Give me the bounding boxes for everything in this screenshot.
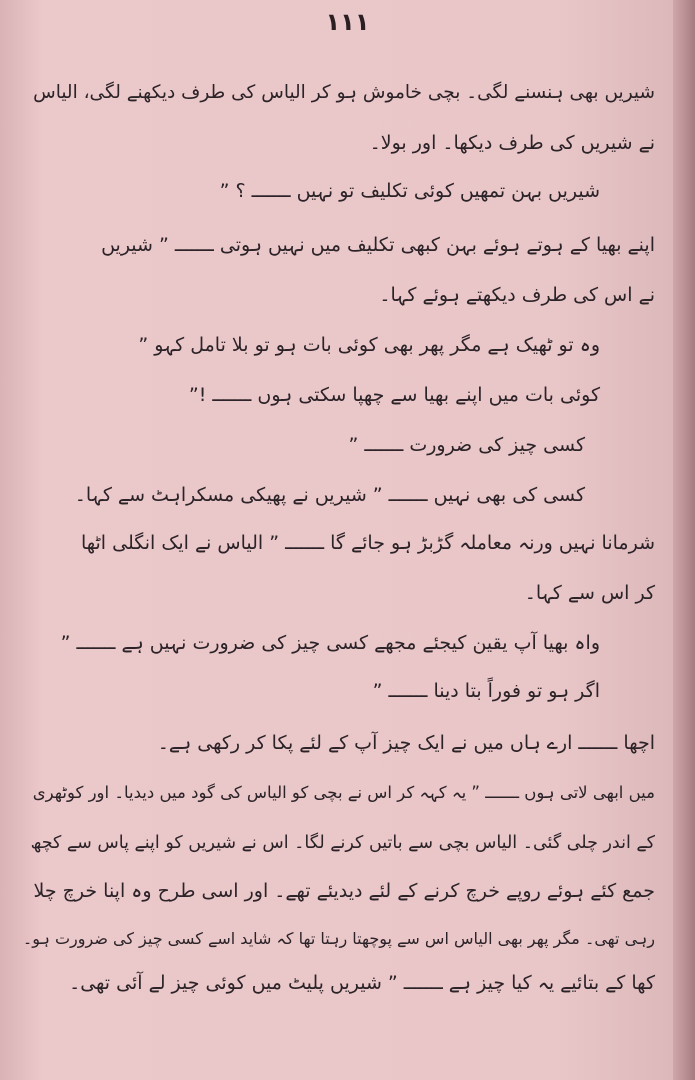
page-binding-edge — [673, 0, 695, 1080]
text-line-11: کر اس سے کہا۔ — [524, 582, 655, 604]
text-line-16: کے اندر چلی گئی۔ الیاس بچی سے باتیں کرنے لگا۔ اس نے شیریں کو اپنے پاس سے کچھ — [30, 833, 655, 853]
text-line-13: اگر ہو تو فوراً بتا دینا ـــــــ ” — [372, 680, 600, 702]
text-line-1: شیریں بھی ہنسنے لگی۔ بچی خاموش ہو کر الیاس کی طرف دیکھنے لگی، الیاس — [33, 82, 655, 103]
text-line-7: کوئی بات میں اپنے بھیا سے چھپا سکتی ہوں ـــــــ !” — [188, 384, 600, 406]
text-line-15: میں ابھی لاتی ہوں ـــــــ ” یہ کہہ کر اس نے بچی کو الیاس کی گود میں دیدیا۔ اور کوٹھری — [32, 783, 655, 802]
text-line-10: شرمانا نہیں ورنہ معاملہ گڑبڑ ہو جائے گا ـــــــ ” الیاس نے ایک انگلی اٹھا — [80, 532, 655, 554]
text-line-6: وہ تو ٹھیک ہے مگر پھر بھی کوئی بات ہو تو بلا تامل کہو ” — [138, 334, 600, 356]
text-line-18: رہی تھی۔ مگر پھر بھی الیاس اس سے پوچھتا رہتا تھا کہ شاید اسے کسی چیز کی ضرورت ہو۔ — [22, 929, 655, 948]
text-line-14: اچھا ـــــــ ارے ہاں میں نے ایک چیز آپ کے لئے پکا کر رکھی ہے۔ — [157, 732, 655, 754]
text-line-3: شیریں بہن تمھیں کوئی تکلیف تو نہیں ـــــــ ؟ ” — [219, 180, 600, 202]
text-line-8: کسی چیز کی ضرورت ـــــــ ” — [348, 434, 585, 456]
page-number: ۱۱۱ — [325, 8, 370, 36]
text-line-9: کسی کی بھی نہیں ـــــــ ” شیریں نے پھیکی مسکراہٹ سے کہا۔ — [74, 484, 585, 506]
text-line-19: کھا کے بتائیے یہ کیا چیز ہے ـــــــ ” شیریں پلیٹ میں کوئی چیز لے آئی تھی۔ — [69, 972, 655, 994]
text-line-17: جمع کئے ہوئے روپے خرچ کرنے کے لئے دیدیئے تھے۔ اور اسی طرح وہ اپنا خرچ چلا — [33, 880, 655, 902]
text-line-5: نے اس کی طرف دیکھتے ہوئے کہا۔ — [379, 284, 655, 306]
text-line-2: نے شیریں کی طرف دیکھا۔ اور بولا۔ — [369, 132, 655, 154]
text-line-12: واہ بھیا آپ یقین کیجئے مجھے کسی چیز کی ضرورت نہیں ہے ـــــــ ” — [60, 632, 600, 654]
text-line-4: اپنے بھیا کے ہوتے ہوئے بہن کبھی تکلیف میں نہیں ہوتی ـــــــ ” شیریں — [101, 234, 655, 256]
